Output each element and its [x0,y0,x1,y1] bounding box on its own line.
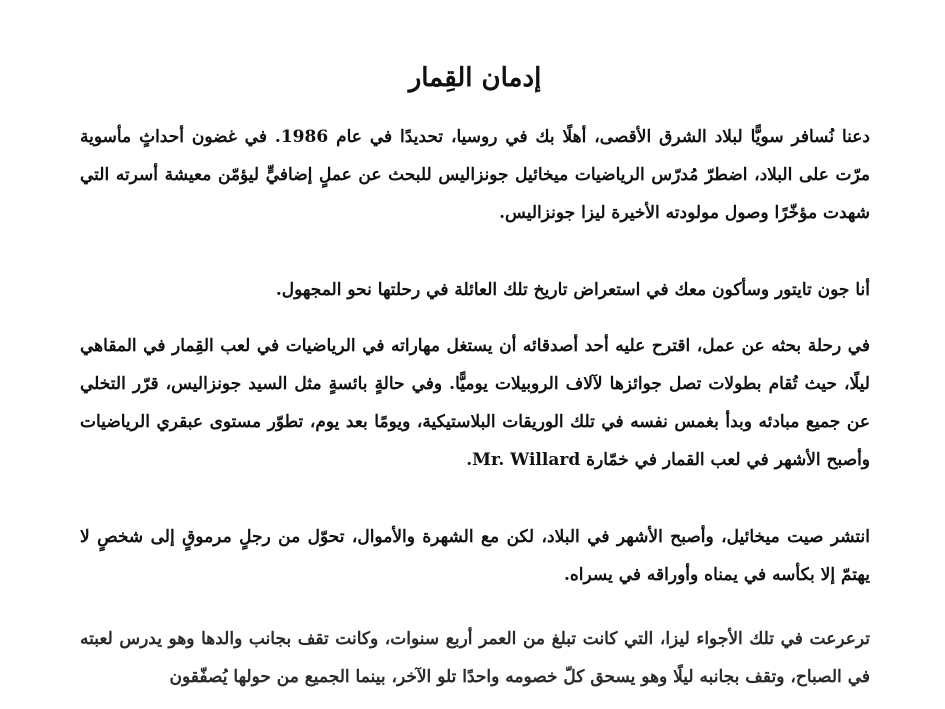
paragraph-lisa: ترعرعت في تلك الأجواء ليزا، التي كانت تبلغ من العمر أربع سنوات، وكانت تقف بجانب والدها وهو يدرس لعبته في الصباح، وتقف بجانبه ليلًا وهو يسحق كلّ خصومه واحدًا تلو الآخر، بينما الجميع من حولها يُصفّقون [80,629,870,687]
document-page [80,0,870,709]
paragraph-intro: دعنا نُسافر سويًّا لبلاد الشرق الأقصى، أهلًا بك في روسيا، تحديدًا في عام 1986. في غضون أحداثٍ مأسوية مرّت على البلاد، اضطرّ مُدرّس الرياضيات ميخائيل جونزاليس للبحث عن عملٍ إضافيٍّ ليؤمّن معيشة أسرته التي شهدت مؤخّرًا وصول مولودته الأخيرة ليزا جونزاليس. [80,127,871,223]
paragraph-narrator: أنا جون تايتور وسأكون معك في استعراض تاريخ تلك العائلة في رحلتها نحو المجهول. [275,280,870,300]
paragraph-fame: انتشر صيت ميخائيل، وأصبح الأشهر في البلاد، لكن مع الشهرة والأموال، تحوّل من رجلٍ مرموقٍ إلى شخصٍ لا يهتمّ إلا بكأسه في يمناه وأوراقه في يسراه. [80,527,870,585]
document-title: إدمان القِمار [408,63,542,93]
paragraph-gambling-start: في رحلة بحثه عن عمل، اقترح عليه أحد أصدقائه أن يستغل مهاراته في الرياضيات في لعب القِمار في المقاهي ليلًا، حيث تُقام بطولات تصل جوائزها لآلاف الروبيلات يوميًّا. وفي حالةٍ بائسةٍ مثل السيد جونزاليس، قرّر التخلي عن جميع مبادئه وبدأ بغمس نفسه في تلك الوريقات البلاستيكية، ويومًا بعد يوم، تطوّر مستوى عبقري الرياضيات وأصبح الأشهر في لعب القمار في خمّارة Mr. Willard. [80,336,870,470]
